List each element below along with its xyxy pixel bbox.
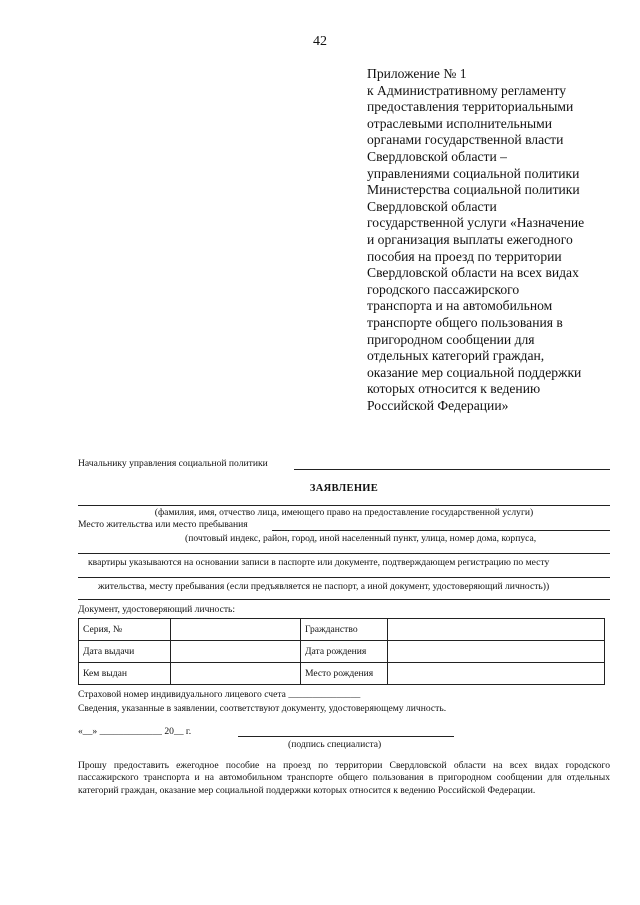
fio-field[interactable] (78, 505, 610, 506)
birth-place-label: Место рождения (301, 663, 388, 685)
appendix-line: управлениями социальной политики (367, 165, 580, 181)
appendix-line: и организация выплаты ежегодного (367, 231, 573, 247)
appendix-line: которых относится к ведению (367, 381, 541, 397)
appendix-line: органами государственной власти (367, 132, 564, 148)
snils-row (78, 689, 360, 700)
appendix-line: Российской Федерации» (367, 397, 509, 413)
address-field-line[interactable] (78, 553, 610, 554)
appendix-line: Свердловской области – (367, 148, 507, 164)
signature-field[interactable] (238, 736, 454, 737)
request-text: Прошу предоставить ежегодное пособие на проезд по территории Свердловской области на всех видах городского пассажирского транспорта и на автомобильном транспорте общего пользования в пригородном сообщении для отдельных категорий граждан, оказание мер социальной поддержки которых относится к ведению Российской Федерации. (78, 760, 610, 796)
appendix-line: Свердловской области на всех видах (367, 265, 579, 281)
form-title: ЗАЯВЛЕНИЕ (309, 483, 379, 494)
appendix-line: Приложение № 1 (367, 66, 467, 81)
snils-label: Страховой номер индивидуального лицевого счета (78, 689, 286, 700)
addressee-field[interactable] (294, 469, 610, 470)
table-row (79, 641, 605, 663)
page-number: 42 (313, 34, 327, 49)
residence-label: Место жительства или место пребывания (78, 519, 248, 530)
date-field[interactable]: «__» _____________ 20__ г. (78, 726, 192, 737)
appendix-line: Свердловской области (367, 198, 497, 214)
appendix-line: к Административному регламенту (367, 82, 567, 98)
appendix-line: городского пассажирского (367, 281, 520, 297)
appendix-line: отдельных категорий граждан, (367, 348, 545, 364)
address-field-line[interactable] (78, 599, 610, 600)
series-value[interactable] (171, 619, 301, 641)
issue-date-value[interactable] (171, 641, 301, 663)
citizenship-label: Гражданство (301, 619, 388, 641)
fio-hint: (фамилия, имя, отчество лица, имеющего право на предоставление государственной услуги) (154, 507, 534, 518)
snils-field[interactable]: _______________ (288, 689, 361, 700)
residence-field[interactable] (272, 530, 610, 531)
appendix-line: транспорте общего пользования в (367, 314, 563, 330)
appendix-line: транспорта и на автомобильном (367, 298, 553, 314)
verify-statement: Сведения, указанные в заявлении, соответствуют документу, удостоверяющему личность. (78, 703, 447, 714)
table-row (79, 619, 605, 641)
appendix-note (367, 66, 617, 414)
appendix-line: оказание мер социальной поддержки (367, 364, 582, 380)
appendix-line: пособия на проезд по территории (367, 248, 562, 264)
issued-by-value[interactable] (171, 663, 301, 685)
id-document-table (78, 618, 605, 685)
appendix-line: государственной услуги «Назначение (367, 215, 585, 231)
appendix-line: предоставления территориальными (367, 99, 574, 115)
id-doc-label: Документ, удостоверяющий личность: (78, 604, 236, 615)
appendix-line: Министерства социальной политики (367, 182, 580, 198)
table-row (79, 663, 605, 685)
citizenship-value[interactable] (388, 619, 605, 641)
addressee-label: Начальнику управления социальной политики (78, 458, 268, 469)
birth-date-value[interactable] (388, 641, 605, 663)
birth-place-value[interactable] (388, 663, 605, 685)
signature-hint: (подпись специалиста) (288, 739, 382, 750)
issued-by-label: Кем выдан (79, 663, 171, 685)
issue-date-label: Дата выдачи (79, 641, 171, 663)
apartment-hint: квартиры указываются на основании записи в паспорте или документе, подтверждающем регистрацию по месту (88, 557, 550, 568)
appendix-line: пригородном сообщении для (367, 331, 535, 347)
series-label: Серия, № (79, 619, 171, 641)
appendix-line: отраслевыми исполнительными (367, 115, 553, 131)
address-field-line[interactable] (78, 577, 610, 578)
address-hint: (почтовый индекс, район, город, иной населенный пункт, улица, номер дома, корпуса, (185, 533, 537, 544)
birth-date-label: Дата рождения (301, 641, 388, 663)
residence-hint: жительства, месту пребывания (если предъявляется не паспорт, а иной документ, удостоверяющий личность)) (98, 581, 550, 592)
